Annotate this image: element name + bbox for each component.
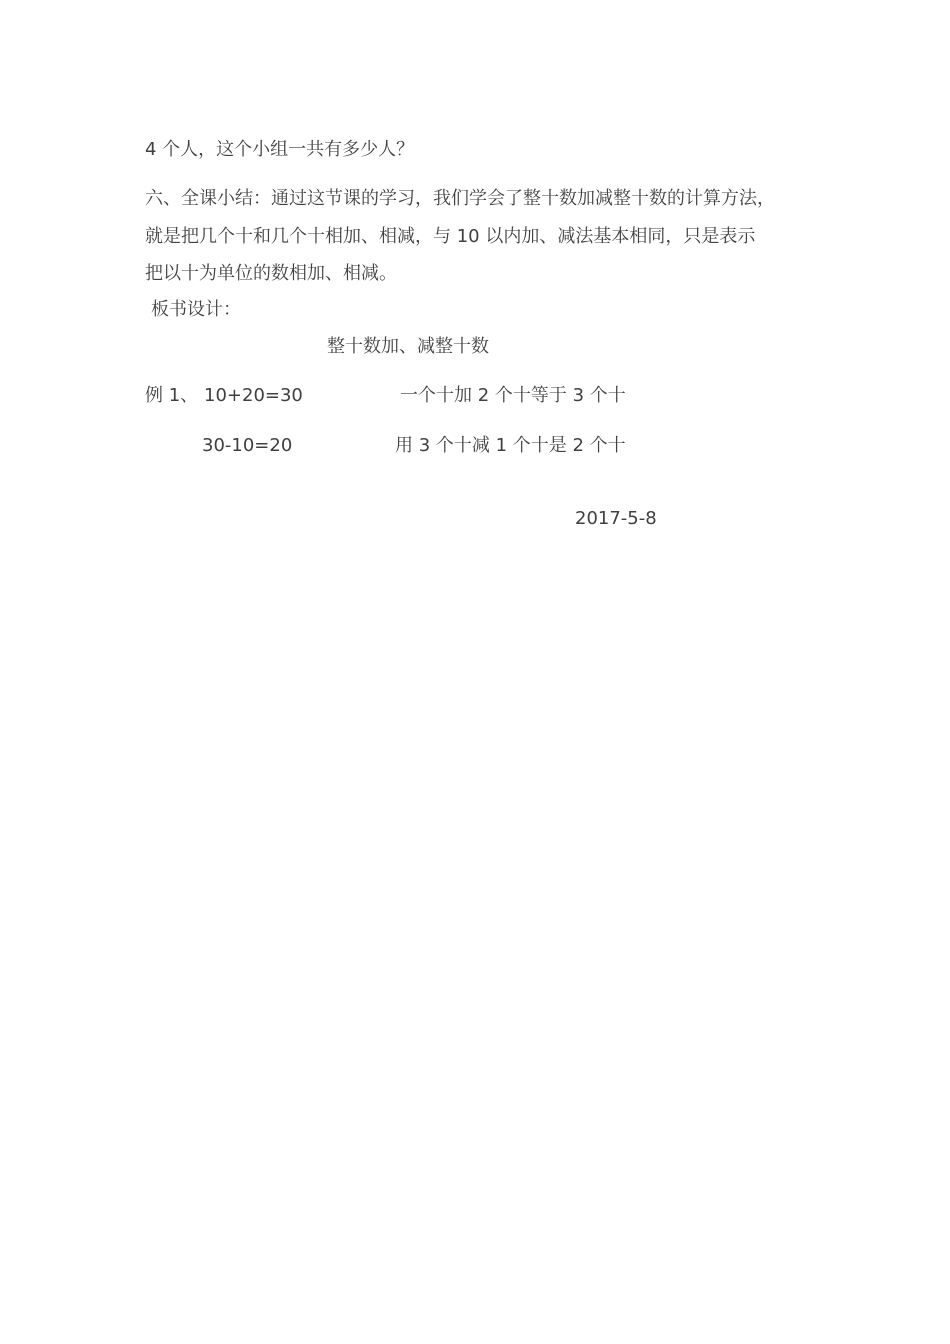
example-note-2: 用 3 个十减 1 个十是 2 个十	[395, 435, 626, 456]
problem-text-line: 4 个人，这个小组一共有多少人？	[145, 139, 415, 160]
summary-line-3: 把以十为单位的数相加、相减。	[145, 263, 397, 284]
board-title: 整十数加、减整十数	[327, 336, 489, 357]
summary-line-1: 六、全课小结：通过这节课的学习，我们学会了整十数加减整十数的计算方法，	[145, 188, 775, 209]
example-note-1: 一个十加 2 个十等于 3 个十	[400, 385, 626, 406]
document-date: 2017-5-8	[575, 508, 657, 529]
board-design-label: 板书设计：	[151, 299, 241, 320]
summary-line-2: 就是把几个十和几个十相加、相减，与 10 以内加、减法基本相同，只是表示	[145, 226, 756, 247]
example-label: 例 1、	[145, 385, 199, 406]
example-equation-1: 10+20=30	[204, 385, 303, 406]
example-equation-2: 30-10=20	[202, 435, 293, 456]
